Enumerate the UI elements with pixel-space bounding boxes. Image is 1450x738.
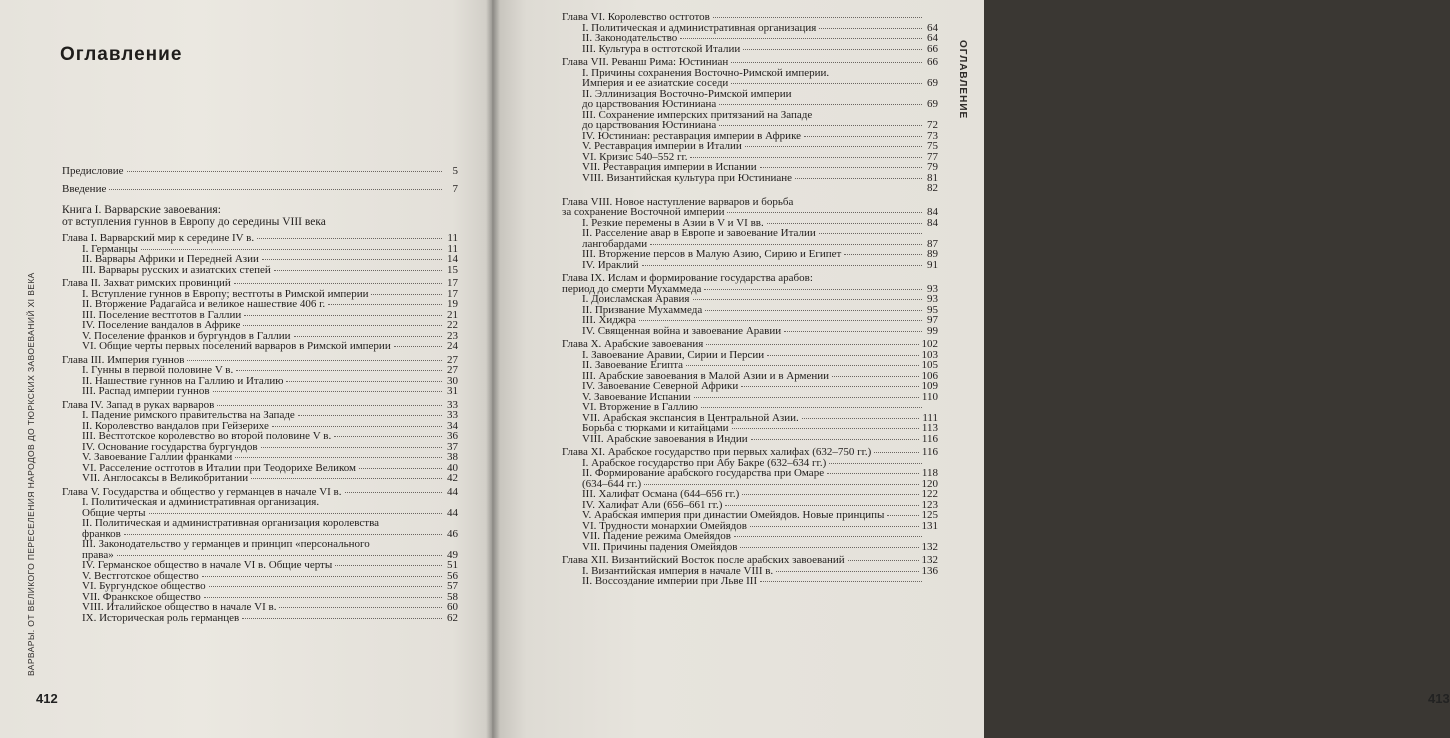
- toc-section[interactable]: II. Законодательство 64: [582, 32, 938, 44]
- toc-section[interactable]: I. Завоевание Аравии, Сирии и Персии 103: [582, 348, 938, 361]
- toc-section[interactable]: VII. Причины падения Омейядов 132: [582, 540, 938, 553]
- book-spine: [486, 0, 500, 738]
- toc-section[interactable]: II. Завоевание Египта 105: [582, 359, 938, 371]
- toc-section[interactable]: IV. Халифат Али (656–661 гг.) 123: [582, 498, 938, 511]
- toc-section[interactable]: V. Поселение франков и бургундов в Галлии 23: [82, 329, 458, 342]
- toc-section[interactable]: VII. Реставрация империи в Испании 79: [582, 161, 938, 173]
- toc-section[interactable]: V. Завоевание Галлии франками 38: [82, 451, 458, 463]
- toc-section[interactable]: IV. Священная война и завоевание Аравии 99: [582, 324, 938, 337]
- toc-section[interactable]: VII. Англосаксы в Великобритании 42: [82, 472, 458, 484]
- toc-section[interactable]: IV. Ираклий 91: [582, 258, 938, 271]
- toc-section-cont[interactable]: Общие черты 44: [82, 506, 458, 519]
- toc-section[interactable]: I. Доисламская Аравия 93: [582, 293, 938, 305]
- toc-section[interactable]: VII. Арабская экспансия в Центральной Азии. 111: [582, 411, 938, 424]
- book-title: Книга I. Варварские завоевания:: [62, 204, 221, 216]
- toc-section[interactable]: II. Эллинизация Восточно-Римской империи: [582, 87, 792, 100]
- toc-section[interactable]: I. Византийская империя в начале VIII в. 136: [582, 564, 938, 577]
- toc-chapter-7[interactable]: Глава VII. Реванш Рима: Юстиниан 66: [562, 56, 938, 68]
- left-page: [0, 0, 492, 738]
- toc-section[interactable]: I. Вступление гуннов в Европу; вестготы в Римской империи 17: [82, 287, 458, 300]
- toc-section-cont[interactable]: Борьба с тюрками и китайцами 113: [582, 422, 938, 434]
- toc-chapter-9[interactable]: Глава IX. Ислам и формирование государства арабов:: [562, 272, 813, 284]
- toc-section[interactable]: II. Формирование арабского государства при Омаре 118: [582, 467, 938, 479]
- toc-section[interactable]: I. Германцы 11: [82, 242, 458, 255]
- toc-chapter-3[interactable]: Глава III. Империя гуннов 27: [62, 353, 458, 366]
- toc-section[interactable]: I. Политическая и административная организация.: [82, 496, 320, 508]
- toc-chapter-8-cont[interactable]: за сохранение Восточной империи 84: [562, 206, 938, 218]
- toc-entry-introduction[interactable]: Введение 7: [62, 182, 458, 195]
- page-heading: Оглавление: [60, 44, 183, 65]
- toc-section[interactable]: III. Халифат Османа (644–656 гг.) 122: [582, 488, 938, 500]
- toc-section-cont[interactable]: Империя и ее азиатские соседи 69: [582, 77, 938, 89]
- toc-section[interactable]: IV. Основание государства бургундов 37: [82, 440, 458, 453]
- toc-section[interactable]: V. Реставрация империи в Италии 75: [582, 140, 938, 152]
- toc-section[interactable]: II. Политическая и административная организация королевства: [82, 517, 379, 529]
- toc-section[interactable]: III. Распад империи гуннов 31: [82, 385, 458, 397]
- toc-chapter-1[interactable]: Глава I. Варварский мир к середине IV в. 11: [62, 232, 458, 244]
- toc-section[interactable]: I. Падение римского правительства на Западе 33: [82, 409, 458, 421]
- toc-section[interactable]: II. Призвание Мухаммеда 95: [582, 303, 938, 316]
- toc-chapter-2[interactable]: Глава II. Захват римских провинций 17: [62, 277, 458, 289]
- left-running-title: ВАРВАРЫ. ОТ ВЕЛИКОГО ПЕРЕСЕЛЕНИЯ НАРОДОВ ДО ТЮРКСКИХ ЗАВОЕВАНИЙ XI ВЕКА: [26, 272, 36, 676]
- toc-section[interactable]: VII. Франкское общество 58: [82, 590, 458, 603]
- toc-section[interactable]: IV. Германское общество в начале VI в. Общие черты 51: [82, 559, 458, 571]
- right-page-number: 413: [1428, 691, 1450, 706]
- toc-chapter-12[interactable]: Глава XII. Византийский Восток после арабских завоеваний 132: [562, 554, 938, 566]
- toc-section[interactable]: III. Хиджра 97: [582, 314, 938, 326]
- toc-section[interactable]: VI. Кризис 540–552 гг. 77: [582, 150, 938, 163]
- toc-section[interactable]: I. Гунны в первой половине V в. 27: [82, 364, 458, 376]
- toc-page-continuation: 82: [927, 182, 938, 194]
- toc-section[interactable]: IV. Завоевание Северной Африки 109: [582, 380, 938, 392]
- toc-section[interactable]: III. Культура в остготской Италии 66: [582, 42, 938, 55]
- toc-section-cont[interactable]: франков 46: [82, 527, 458, 540]
- toc-section-cont[interactable]: (634–644 гг.) 120: [582, 477, 938, 490]
- toc-section[interactable]: VI. Вторжение в Галлию: [562, 402, 938, 413]
- toc-chapter-6[interactable]: Глава VI. Королевство остготов: [562, 12, 938, 23]
- toc-section[interactable]: IV. Поселение вандалов в Африке 22: [82, 319, 458, 331]
- toc-section[interactable]: V. Вестготское общество 56: [82, 569, 458, 582]
- toc-section[interactable]: III. Вестготское королевство во второй половине V в. 36: [82, 430, 458, 442]
- toc-section[interactable]: IV. Юстиниан: реставрация империи в Африке 73: [582, 129, 938, 142]
- toc-section[interactable]: III. Арабские завоевания в Малой Азии и в Армении 106: [582, 369, 938, 382]
- toc-section[interactable]: III. Сохранение имперских притязаний на Западе: [582, 108, 813, 121]
- toc-section-cont[interactable]: лангобардами 87: [582, 237, 938, 250]
- toc-section[interactable]: III. Вторжение персов в Малую Азию, Сирию и Египет 89: [582, 248, 938, 260]
- toc-section[interactable]: VIII. Италийское общество в начале VI в. 60: [82, 601, 458, 613]
- toc-section[interactable]: IX. Историческая роль германцев 62: [82, 611, 458, 624]
- toc-section[interactable]: VI. Бургундское общество 57: [82, 580, 458, 592]
- toc-section[interactable]: VIII. Византийская культура при Юстиниане 81: [582, 171, 938, 184]
- left-page-number: 412: [36, 691, 58, 706]
- toc-section[interactable]: II. Варвары Африки и Передней Азии 14: [82, 253, 458, 265]
- toc-section[interactable]: VI. Расселение остготов в Италии при Теодорихе Великом 40: [82, 461, 458, 474]
- toc-section[interactable]: V. Арабская империя при династии Омейядов. Новые принципы 125: [582, 509, 938, 521]
- toc-chapter-8[interactable]: Глава VIII. Новое наступление варваров и борьба: [562, 195, 794, 208]
- toc-section-cont[interactable]: права» 49: [82, 548, 458, 561]
- toc-section-cont[interactable]: до царствования Юстиниана 72: [582, 119, 938, 131]
- toc-section[interactable]: II. Расселение авар в Европе и завоевание Италии: [562, 228, 938, 239]
- toc-section[interactable]: I. Резкие перемены в Азии в V и VI вв. 84: [582, 216, 938, 229]
- toc-left: [62, 166, 458, 623]
- toc-chapter-9-cont[interactable]: период до смерти Мухаммеда 93: [562, 282, 938, 295]
- toc-section[interactable]: I. Причины сохранения Восточно-Римской империи.: [582, 66, 830, 79]
- toc-chapter-5[interactable]: Глава V. Государства и общество у германцев в начале VI в. 44: [62, 485, 458, 498]
- toc-section[interactable]: I. Арабское государство при Абу Бакре (632–634 гг.): [562, 458, 938, 469]
- toc-section[interactable]: I. Политическая и административная организация 64: [582, 21, 938, 34]
- right-running-title: ОГЛАВЛЕНИЕ: [957, 40, 968, 120]
- toc-chapter-11[interactable]: Глава XI. Арабское государство при первых халифах (632–750 гг.) 116: [562, 446, 938, 458]
- book-subtitle: от вступления гуннов в Европу до середины VIII века: [62, 215, 326, 228]
- toc-section-cont[interactable]: до царствования Юстиниана 69: [582, 98, 938, 110]
- toc-entry-preface[interactable]: Предисловие 5: [62, 165, 458, 177]
- toc-section[interactable]: III. Поселение вестготов в Галлии 21: [82, 308, 458, 321]
- toc-section[interactable]: III. Законодательство у германцев и принцип «персонального: [82, 538, 370, 550]
- toc-section[interactable]: VI. Общие черты первых поселений варваров в Римской империи 24: [82, 340, 458, 352]
- toc-section[interactable]: II. Воссоздание империи при Льве III: [562, 576, 938, 587]
- toc-chapter-4[interactable]: Глава IV. Запад в руках варваров 33: [62, 398, 458, 411]
- toc-section[interactable]: VIII. Арабские завоевания в Индии 116: [582, 432, 938, 445]
- toc-section[interactable]: VI. Трудности монархии Омейядов 131: [582, 519, 938, 532]
- toc-section[interactable]: II. Нашествие гуннов на Галлию и Италию 30: [82, 374, 458, 387]
- toc-chapter-10[interactable]: Глава X. Арабские завоевания 102: [562, 338, 938, 350]
- toc-right: [562, 12, 938, 587]
- toc-section[interactable]: II. Вторжение Радагайса и великое нашествие 406 г. 19: [82, 298, 458, 310]
- toc-section[interactable]: III. Варвары русских и азиатских степей 15: [82, 263, 458, 276]
- toc-section[interactable]: VII. Падение режима Омейядов: [562, 531, 938, 542]
- toc-section[interactable]: II. Королевство вандалов при Гейзерихе 34: [82, 419, 458, 432]
- toc-section[interactable]: V. Завоевание Испании 110: [582, 390, 938, 403]
